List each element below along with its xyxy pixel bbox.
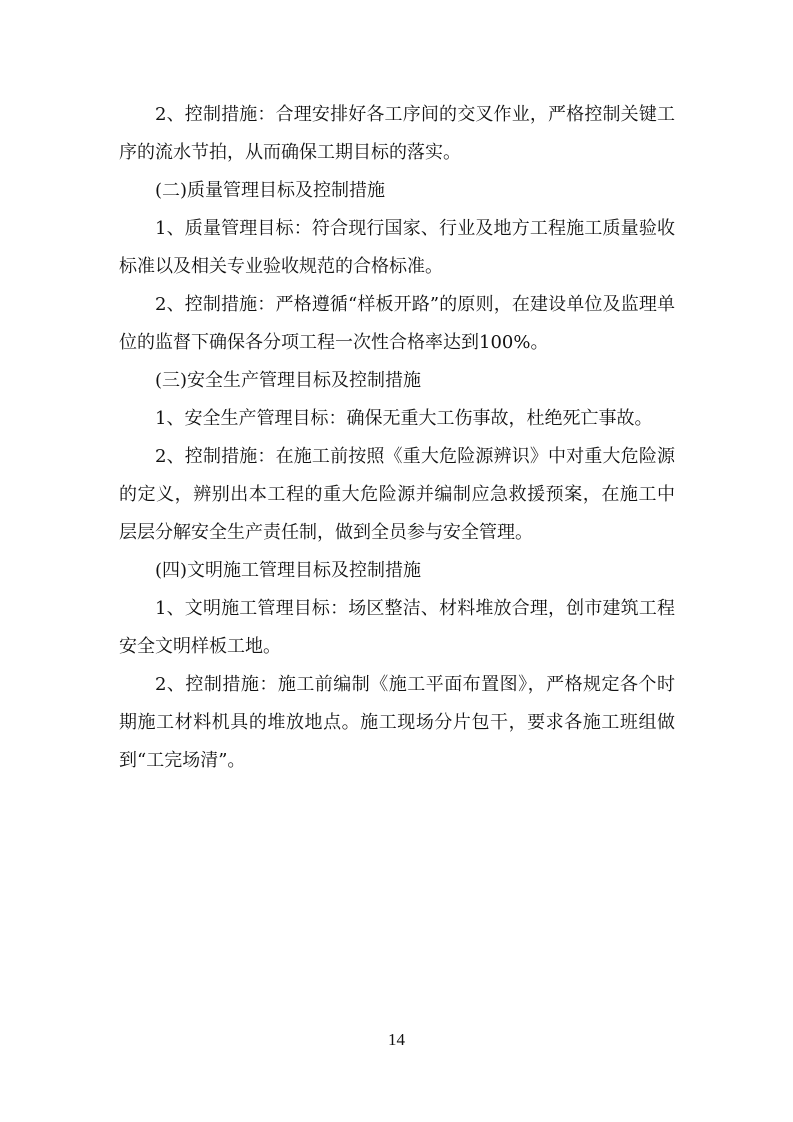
paragraph-safety-control-measures: 2、控制措施：在施工前按照《重大危险源辨识》中对重大危险源的定义，辨别出本工程的重大危险源并编制应急救援预案，在施工中层层分解安全生产责任制，做到全员参与安全管理。 xyxy=(119,446,675,543)
paragraph-safety-target: 1、安全生产管理目标：确保无重大工伤事故，杜绝死亡事故。 xyxy=(155,408,653,429)
heading-quality-management: (二)质量管理目标及控制措施 xyxy=(155,180,386,201)
paragraph-civilized-control-measures: 2、控制措施：施工前编制《施工平面布置图》，严格规定各个时期施工材料机具的堆放地点。施工现场分片包干，要求各施工班组做到“工完场清”。 xyxy=(119,674,675,771)
paragraph-schedule-control-measures: 2、控制措施：合理安排好各工序间的交叉作业，严格控制关键工序的流水节拍，从而确保工期目标的落实。 xyxy=(119,104,675,163)
heading-civilized-construction: (四)文明施工管理目标及控制措施 xyxy=(155,560,422,581)
paragraph-quality-control-measures: 2、控制措施：严格遵循“样板开路”的原则，在建设单位及监理单位的监督下确保各分项工程一次性合格率达到100%。 xyxy=(119,294,675,353)
paragraph-civilized-target: 1、文明施工管理目标：场区整洁、材料堆放合理，创市建筑工程安全文明样板工地。 xyxy=(119,598,675,657)
heading-safety-management: (三)安全生产管理目标及控制措施 xyxy=(155,370,422,391)
paragraph-quality-target: 1、质量管理目标：符合现行国家、行业及地方工程施工质量验收标准以及相关专业验收规范的合格标准。 xyxy=(119,218,675,277)
page-number: 14 xyxy=(388,1030,405,1049)
body-text xyxy=(119,96,675,780)
